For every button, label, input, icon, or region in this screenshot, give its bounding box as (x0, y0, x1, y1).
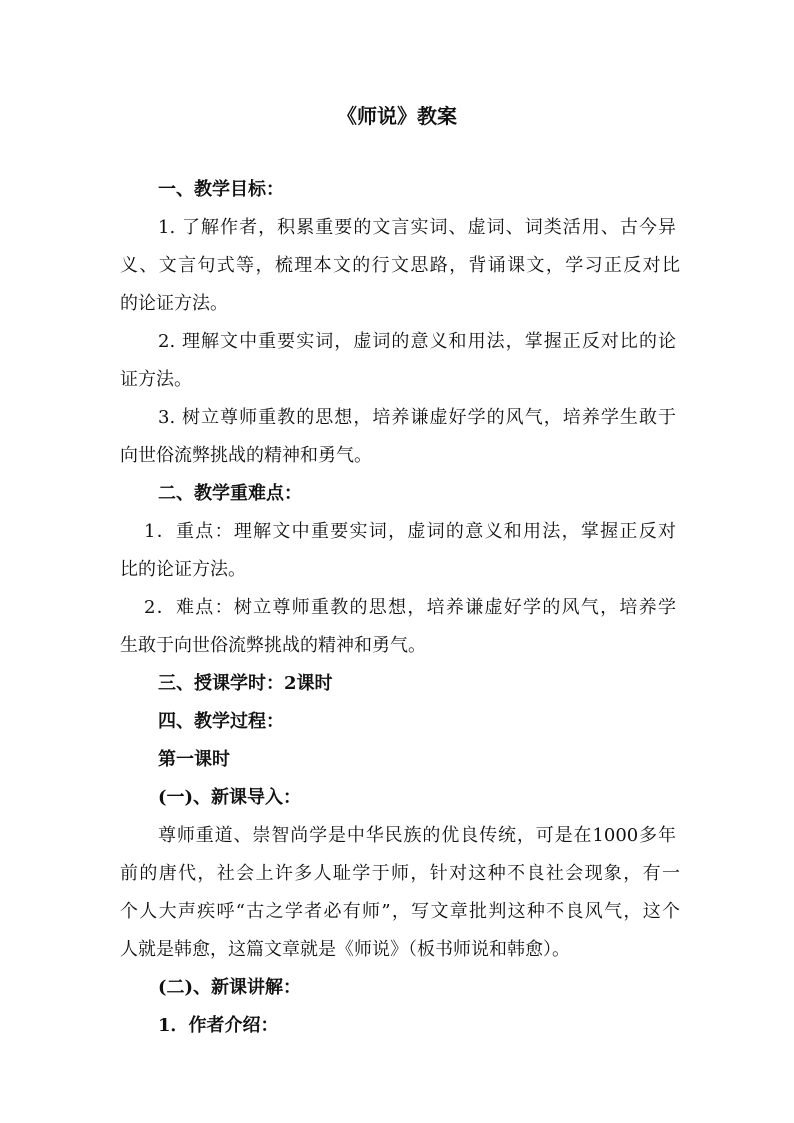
paragraph-line: 向世俗流弊挑战的精神和勇气。 (120, 445, 372, 466)
subheading-intro: (一)、新课导入： (158, 787, 302, 808)
paragraph-line: 3. 树立尊师重教的思想，培养谦虚好学的风气，培养学生敢于 (158, 407, 676, 428)
section-heading-hours: 三、授课学时：2课时 (158, 673, 333, 694)
document-title: 《师说》教案 (337, 104, 457, 128)
paragraph-line: 比的论证方法。 (120, 559, 246, 580)
paragraph-line: 1. 了解作者，积累重要的文言实词、虚词、词类活用、古今异 (158, 217, 676, 238)
paragraph-line: 个人大声疾呼“古之学者必有师”，写文章批判这种不良风气，这个 (120, 901, 680, 922)
paragraph-line: 义、文言句式等，梳理本文的行文思路，背诵课文，学习正反对比 (120, 255, 680, 276)
subheading-lecture: (二)、新课讲解： (158, 977, 302, 998)
paragraph-line: 1．重点：理解文中重要实词，虚词的意义和用法，掌握正反对 (144, 521, 676, 542)
section-heading-process: 四、教学过程： (158, 711, 284, 732)
section-heading-key-points: 二、教学重难点： (158, 483, 302, 504)
paragraph-line: 前的唐代，社会上许多人耻学于师，针对这种不良社会现象，有一 (120, 863, 680, 884)
paragraph-line: 的论证方法。 (120, 293, 228, 314)
paragraph-line: 生敢于向世俗流弊挑战的精神和勇气。 (120, 635, 426, 656)
paragraph-line: 2. 理解文中重要实词，虚词的意义和用法，掌握正反对比的论 (158, 331, 676, 352)
paragraph-line: 尊师重道、崇智尚学是中华民族的优良传统，可是在1000多年 (158, 825, 676, 846)
section-heading-objectives: 一、教学目标： (158, 179, 284, 200)
paragraph-line: 证方法。 (120, 369, 192, 390)
subheading-first-lesson: 第一课时 (158, 749, 230, 770)
paragraph-line: 人就是韩愈，这篇文章就是《师说》（板书师说和韩愈）。 (120, 939, 570, 960)
subheading-author: 1．作者介绍： (158, 1015, 279, 1036)
paragraph-line: 2．难点：树立尊师重教的思想，培养谦虚好学的风气，培养学 (144, 597, 676, 618)
